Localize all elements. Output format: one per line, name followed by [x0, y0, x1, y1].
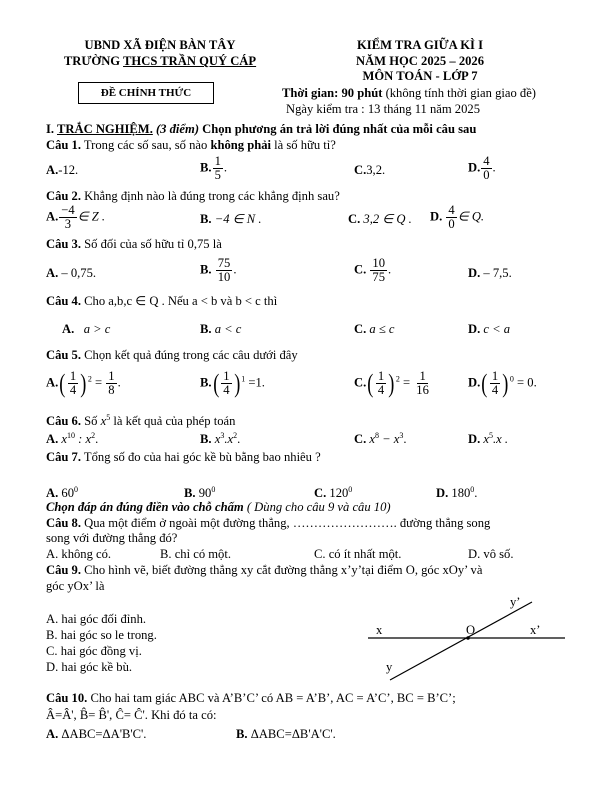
intersecting-lines-figure [360, 592, 570, 682]
q7-option-a[interactable]: A. $60^0$ [46, 485, 78, 501]
q9-option-a[interactable]: A. hai góc đối đỉnh. [46, 612, 147, 626]
q6-option-d[interactable]: D. $x^5.x$ . [468, 431, 509, 447]
q9-option-c[interactable]: C. hai góc đồng vị. [46, 644, 142, 658]
question-1: Câu 1. Trong các số sau, số nào không phải là số hữu tỉ? [46, 138, 336, 152]
q10-option-b[interactable]: B. ΔABC=ΔB'A'C'. [236, 727, 336, 741]
question-8-continued: song với đường thẳng đó? [46, 531, 178, 545]
question-6: Câu 6. Số $x^5$ là kết quả của phép toán [46, 413, 236, 429]
q2-option-d[interactable]: D. $\frac{4}{0}$ ∈ Q. [430, 203, 485, 232]
q4-option-d[interactable]: D. c < a [468, 322, 511, 336]
q4-option-b[interactable]: B. a < c [200, 322, 242, 336]
question-3: Câu 3. Số đối của số hữu tỉ 0,75 là [46, 237, 222, 251]
q8-option-d[interactable]: D. vô số. [468, 547, 514, 561]
school-year: NĂM HỌC 2025 – 2026 [355, 54, 485, 68]
subject: MÔN TOÁN - LỚP 7 [362, 69, 478, 83]
fill-in-heading: Chọn đáp án đúng điền vào chỗ chấm ( Dùng cho câu 9 và câu 10) [46, 500, 391, 514]
label-x: x [376, 623, 383, 637]
q3-option-d[interactable]: D. – 7,5. [468, 266, 512, 280]
exam-date: Ngày kiểm tra : 13 tháng 11 năm 2025 [286, 102, 480, 116]
q6-option-b[interactable]: B. $x^3.x^2$. [200, 431, 241, 447]
q6-option-c[interactable]: C. $x^8 - x^3$. [354, 431, 407, 447]
q6-option-a[interactable]: A. $x^{10}$ : $x^2$. [46, 431, 99, 447]
official-exam-box: ĐỀ CHÍNH THỨC [78, 82, 214, 104]
exam-title: KIỂM TRA GIỮA KÌ I [357, 38, 483, 52]
q5-option-a[interactable]: A. ( $\frac{1}{4}$ ) $^2$ = $\frac{1}{8}$ . [46, 368, 121, 398]
q5-option-d[interactable]: D. ( $\frac{1}{4}$ ) $^0$ = 0. [468, 368, 537, 398]
question-9-continued: góc yOx’ là [46, 579, 105, 593]
q9-option-d[interactable]: D. hai góc kề bù. [46, 660, 133, 674]
q3-option-a[interactable]: A. – 0,75. [46, 266, 97, 280]
q7-option-b[interactable]: B. $90^0$ [184, 485, 216, 501]
q5-option-b[interactable]: B. ( $\frac{1}{4}$ ) $^1$ =1. [200, 368, 265, 398]
question-4: Câu 4. Cho a,b,c ∈ Q . Nếu a < b và b < c thì [46, 294, 278, 308]
q4-option-a[interactable]: A. a > c [62, 322, 111, 336]
q1-option-c[interactable]: C.3,2. [354, 163, 386, 177]
section-heading: I. TRẮC NGHIỆM. (3 điểm) Chọn phương án trả lời đúng nhất của mỗi câu sau [46, 122, 477, 136]
exam-duration: Thời gian: 90 phút (không tính thời gian giao đề) [282, 86, 536, 100]
question-2: Câu 2. Khẳng định nào là đúng trong các khẳng định sau? [46, 189, 340, 203]
question-8: Câu 8. Qua một điểm ở ngoài một đường thẳng, ……………………. đường thẳng song [46, 516, 491, 530]
q10-option-a[interactable]: A. ΔABC=ΔA'B'C'. [46, 727, 147, 741]
question-10: Câu 10. Cho hai tam giác ABC và A’B’C’ có AB = A’B’, AC = A’C’, BC = B’C’; [46, 691, 456, 705]
question-10-continued: Â=Â', B̂= B̂', Ĉ= Ĉ'. Khi đó ta có: [46, 708, 217, 722]
q9-option-b[interactable]: B. hai góc so le trong. [46, 628, 157, 642]
q4-option-c[interactable]: C. a ≤ c [354, 322, 395, 336]
q3-option-b[interactable]: B. $\frac{75}{10}$ . [200, 256, 237, 285]
school-authority: UBND XÃ ĐIỆN BÀN TÂY [84, 38, 236, 52]
question-7: Câu 7. Tổng số đo của hai góc kề bù bằng bao nhiêu ? [46, 450, 321, 464]
q8-option-c[interactable]: C. có ít nhất một. [314, 547, 402, 561]
q1-option-d[interactable]: D. $\frac{4}{0}$ . [468, 154, 496, 183]
q2-option-b[interactable]: B. −4 ∈ N . [200, 212, 262, 226]
q5-option-c[interactable]: C. ( $\frac{1}{4}$ ) $^2$ = $\frac{1}{16}$ [354, 368, 429, 398]
q2-option-c[interactable]: C. 3,2 ∈ Q . [348, 212, 412, 226]
q7-option-c[interactable]: C. $120^0$ [314, 485, 353, 501]
q7-option-d[interactable]: D. $180^0$. [436, 485, 478, 501]
q1-option-b[interactable]: B. $\frac{1}{5}$ . [200, 154, 228, 183]
label-x-prime: x’ [530, 623, 541, 637]
q2-option-a[interactable]: A. $\frac{-4}{3}$ ∈ Z . [46, 203, 106, 232]
question-9: Câu 9. Cho hình vẽ, biết đường thẳng xy cắt đường thẳng x’y’tại điểm O, góc xOy’ và [46, 563, 483, 577]
q8-option-b[interactable]: B. chỉ có một. [160, 547, 232, 561]
line-yy1 [390, 602, 532, 680]
label-y-prime: y’ [510, 595, 521, 609]
school-name: TRƯỜNG THCS TRẦN QUÝ CÁP [63, 54, 257, 68]
q1-option-a[interactable]: A.-12. [46, 163, 79, 177]
q8-option-a[interactable]: A. không có. [46, 547, 112, 561]
question-5: Câu 5. Chọn kết quả đúng trong các câu dưới đây [46, 348, 298, 362]
q3-option-c[interactable]: C. $\frac{10}{75}$ . [354, 256, 392, 285]
label-y: y [386, 660, 393, 674]
label-o: O [466, 623, 476, 637]
